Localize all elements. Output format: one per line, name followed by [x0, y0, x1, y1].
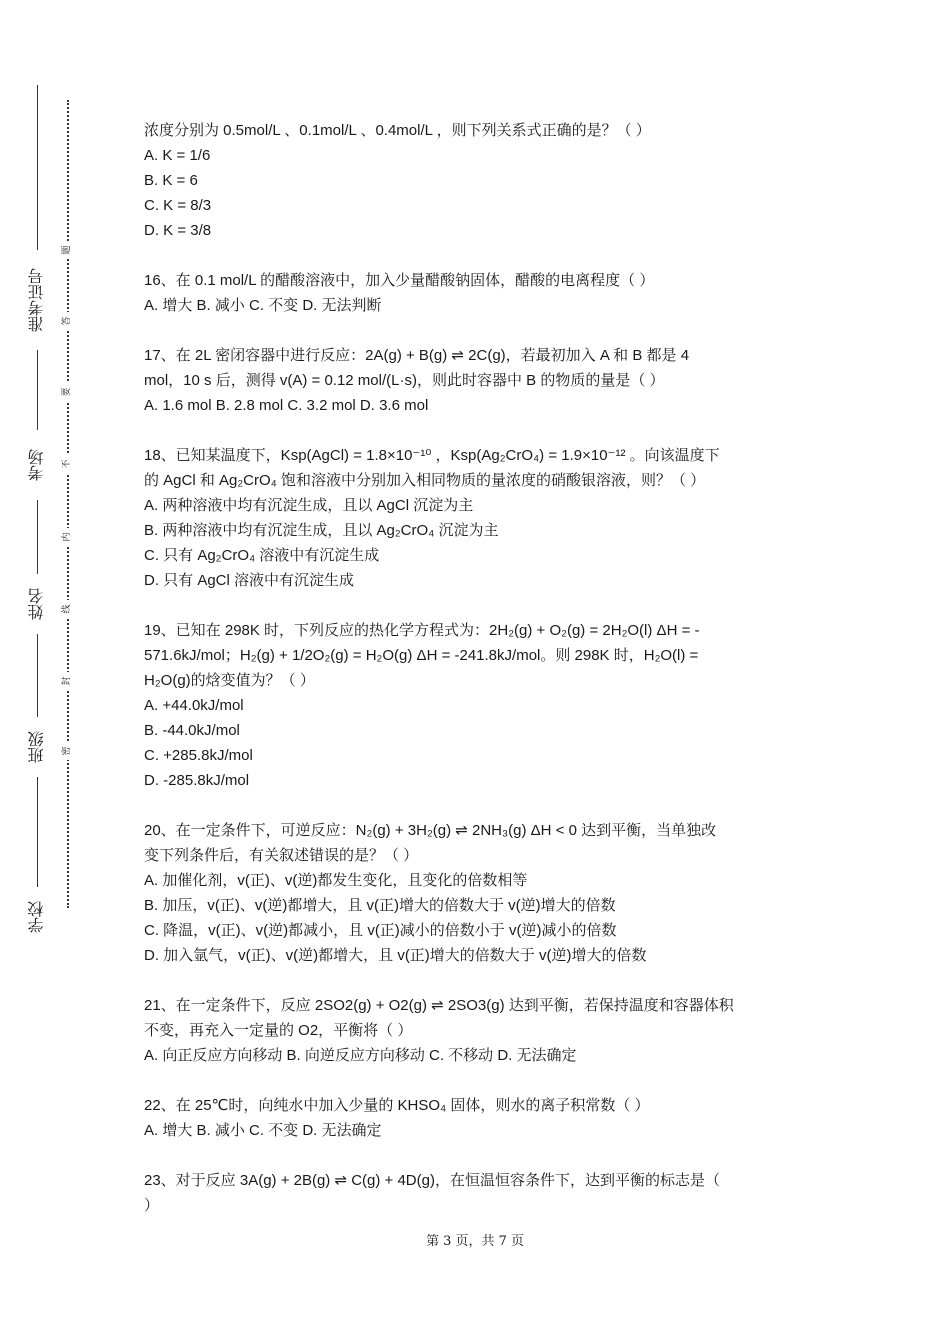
class-label: 班级 — [20, 717, 54, 777]
school-label: 学校 — [20, 887, 54, 947]
question-17 — [144, 343, 824, 418]
question-stem-line: 17、在 2L 密闭容器中进行反应：2A(g) + B(g) ⇌ 2C(g)，若最初加入 A 和 B 都是 4 — [144, 347, 690, 364]
answer-option: A. K = 1/6 — [144, 147, 211, 164]
seal-char: 要 — [61, 383, 73, 401]
answer-option: A. +44.0kJ/mol — [144, 697, 244, 714]
question-stem-line: 18、已知某温度下，Ksp(AgCl) = 1.8×10⁻¹⁰ ，Ksp(Ag₂CrO₄) = 1.9×10⁻¹² 。向该温度下 — [144, 447, 720, 464]
question-19 — [144, 618, 824, 793]
binding-margin — [0, 0, 110, 1344]
answer-option: D. 只有 AgCl 溶液中有沉淀生成 — [144, 572, 355, 589]
answer-option: A. 两种溶液中均有沉淀生成，且以 AgCl 沉淀为主 — [144, 497, 474, 514]
answer-option: A. 1.6 mol B. 2.8 mol C. 3.2 mol D. 3.6 mol — [144, 397, 429, 414]
question-stem-line: H₂O(g)的焓变值为？（ ） — [144, 672, 315, 689]
answer-option: A. 增大 B. 减小 C. 不变 D. 无法确定 — [144, 1122, 382, 1139]
seal-char: 内 — [61, 528, 73, 546]
question-stem-line: 571.6kJ/mol；H₂(g) + 1/2O₂(g) = H₂O(g) ΔH = -241.8kJ/mol。则 298K 时，H₂O(l) = — [144, 647, 699, 664]
seal-dotted-line — [67, 100, 69, 908]
page-number: 第 3 页，共 7 页 — [425, 1234, 525, 1249]
question-stem-line: mol，10 s 后，测得 v(A) = 0.12 mol/(L·s)，则此时容器中 B 的物质的量是（ ） — [144, 372, 665, 389]
answer-option: C. +285.8kJ/mol — [144, 747, 253, 764]
answer-option: D. 加入氩气，v(正)、v(逆)都增大，且 v(正)增大的倍数大于 v(逆)增大的倍数 — [144, 947, 647, 964]
seal-char: 线 — [61, 600, 73, 618]
question-21 — [144, 993, 824, 1068]
seal-char: 封 — [61, 672, 73, 690]
seal-char: 密 — [61, 742, 73, 760]
exam-number-label: 准考证号 — [20, 250, 54, 350]
answer-option: C. 只有 Ag₂CrO₄ 溶液中有沉淀生成 — [144, 547, 380, 564]
answer-option: D. -285.8kJ/mol — [144, 772, 250, 789]
seal-char: 答 — [61, 312, 73, 330]
question-stem-line: 不变，再充入一定量的 O2，平衡将（ ） — [144, 1022, 413, 1039]
seal-char: 不 — [61, 455, 73, 473]
question-list — [144, 118, 824, 1243]
question-stem-line: 16、在 0.1 mol/L 的醋酸溶液中，加入少量醋酸钠固体，醋酸的电离程度（ ） — [144, 272, 655, 289]
seal-char: 题 — [61, 241, 73, 259]
answer-option: D. K = 3/8 — [144, 222, 212, 239]
exam-room-label: 考场 — [20, 430, 54, 500]
binding-solid-line — [37, 85, 38, 920]
answer-option: C. 降温，v(正)、v(逆)都减小，且 v(正)减小的倍数小于 v(逆)减小的倍数 — [144, 922, 617, 939]
name-label: 姓名 — [20, 574, 54, 634]
question-stem-line: 的 AgCl 和 Ag₂CrO₄ 饱和溶液中分别加入相同物质的量浓度的硝酸银溶液，则？（ ） — [144, 472, 706, 489]
answer-option: B. 加压，v(正)、v(逆)都增大，且 v(正)增大的倍数大于 v(逆)增大的倍数 — [144, 897, 616, 914]
question-stem-line: ） — [144, 1197, 160, 1214]
question-18 — [144, 443, 824, 593]
question-16 — [144, 268, 824, 318]
answer-option: C. K = 8/3 — [144, 197, 212, 214]
question-stem-line: 20、在一定条件下，可逆反应：N₂(g) + 3H₂(g) ⇌ 2NH₃(g) ΔH < 0 达到平衡，当单独改 — [144, 822, 717, 839]
question-stem-line: 22、在 25℃时，向纯水中加入少量的 KHSO₄ 固体，则水的离子积常数（ ） — [144, 1097, 650, 1114]
answer-option: B. 两种溶液中均有沉淀生成，且以 Ag₂CrO₄ 沉淀为主 — [144, 522, 499, 539]
answer-option: A. 向正反应方向移动 B. 向逆反应方向移动 C. 不移动 D. 无法确定 — [144, 1047, 577, 1064]
answer-option: B. K = 6 — [144, 172, 198, 189]
question-stem-line: 21、在一定条件下，反应 2SO2(g) + O2(g) ⇌ 2SO3(g) 达到平衡，若保持温度和容器体积 — [144, 997, 734, 1014]
question-stem-line: 变下列条件后，有关叙述错误的是？（ ） — [144, 847, 419, 864]
question-22 — [144, 1093, 824, 1143]
answer-option: B. -44.0kJ/mol — [144, 722, 240, 739]
question-23 — [144, 1168, 824, 1218]
question-stem-line: 19、已知在 298K 时，下列反应的热化学方程式为：2H₂(g) + O₂(g) = 2H₂O(l) ΔH = - — [144, 622, 700, 639]
answer-option: A. 增大 B. 减小 C. 不变 D. 无法判断 — [144, 297, 382, 314]
question-20 — [144, 818, 824, 968]
question-stem-line: 浓度分别为 0.5mol/L 、0.1mol/L 、0.4mol/L ，则下列关系式正确的是？（ ） — [144, 122, 651, 139]
answer-option: A. 加催化剂，v(正)、v(逆)都发生变化，且变化的倍数相等 — [144, 872, 528, 889]
question-continued — [144, 118, 824, 243]
question-stem-line: 23、对于反应 3A(g) + 2B(g) ⇌ C(g) + 4D(g)，在恒温恒容条件下，达到平衡的标志是（ — [144, 1172, 720, 1189]
